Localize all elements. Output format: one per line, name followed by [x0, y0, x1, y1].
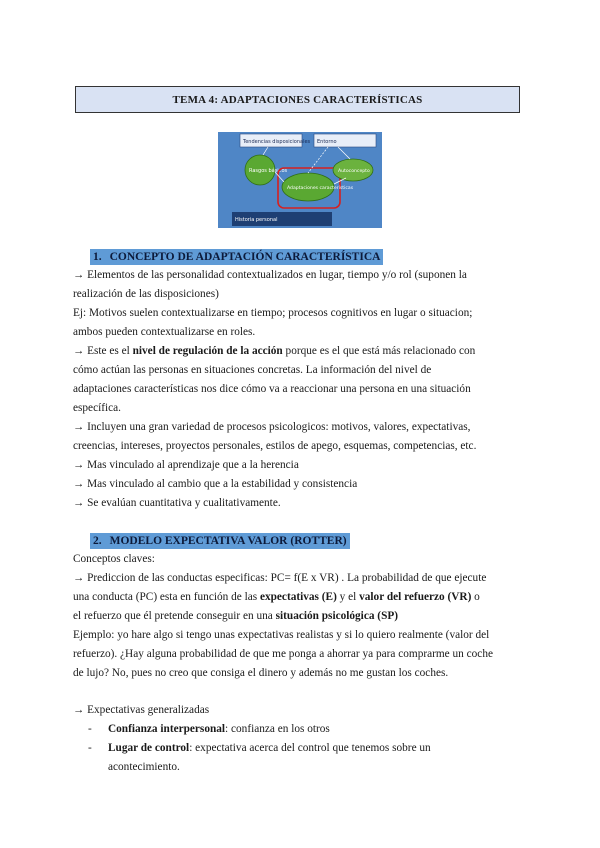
s2-line-5: Ejemplo: yo hare algo si tengo unas expectativas realistas y si lo quiero realmente (valor del	[73, 629, 490, 641]
box-top-right-label: Entorno	[317, 139, 337, 145]
s2-line-4	[73, 609, 398, 623]
model-diagram	[218, 132, 382, 228]
s2-line-2: → Prediccion de las conductas especificas: PC= f(E x VR) . La probabilidad de que ejecute	[73, 572, 487, 584]
s2-line-3-a: una conducta (PC) esta en función de las	[73, 591, 260, 603]
s1-line-5-a: → Este es el	[73, 345, 133, 357]
s1-line-6: cómo actúan las personas en situaciones concretas. La información del nivel de	[73, 364, 432, 376]
s1-line-1: → Elementos de las personalidad contextualizados en lugar, tiempo y/o rol (suponen la	[73, 269, 467, 281]
bullet-1	[88, 722, 330, 736]
section-2-number: 2.	[93, 535, 102, 547]
bullet-1-dash: -	[88, 723, 92, 735]
s1-line-10: creencias, intereses, proyectos personales, estilos de apego, esquemas, competencias, etc.	[73, 440, 477, 452]
s1-line-5	[73, 344, 475, 358]
s1-line-2: realización de las disposiciones)	[73, 288, 219, 300]
s1-line-12: → Mas vinculado al cambio que a la estabilidad y consistencia	[73, 478, 358, 490]
bullet-1-bold: Confianza interpersonal	[108, 723, 226, 735]
s2-line-3-e: o	[471, 591, 480, 603]
s2-line-1: Conceptos claves:	[73, 553, 155, 565]
s1-line-9: → Incluyen una gran variedad de procesos psicologicos: motivos, valores, expectativas,	[73, 421, 471, 433]
s2-line-6: refuerzo). ¿Hay alguna probabilidad de que me ponga a ahorrar ya para comprarme un coche	[73, 648, 493, 660]
right-oval-label: Autoconcepto	[338, 169, 370, 174]
bullet-2-continuation: acontecimiento.	[108, 761, 180, 773]
bullet-2-rest: : expectativa acerca del control que tenemos sobre un	[189, 742, 431, 754]
section-1-heading	[90, 249, 383, 265]
s1-line-5-bold: nivel de regulación de la acción	[132, 345, 283, 357]
left-circle-label: Rasgos básicos	[249, 168, 288, 174]
section-1-title: CONCEPTO DE ADAPTACIÓN CARACTERÍSTICA	[109, 251, 381, 263]
s2-line-8: → Expectativas generalizadas	[73, 704, 210, 716]
section-2-heading	[90, 533, 350, 549]
section-1-number: 1.	[93, 251, 102, 263]
box-top-left-label: Tendencias disposicionales	[243, 139, 311, 145]
bullet-2-bold: Lugar de control	[108, 742, 190, 754]
document-title: TEMA 4: ADAPTACIONES CARACTERÍSTICAS	[75, 86, 520, 113]
s1-line-7: adaptaciones características nos dice cómo va a reaccionar una persona en una situación	[73, 383, 471, 395]
s2-line-3-d: valor del refuerzo (VR)	[359, 591, 472, 603]
section-2-title: MODELO EXPECTATIVA VALOR (ROTTER)	[109, 535, 347, 547]
s2-line-3	[73, 590, 480, 604]
center-oval-label: Adaptaciones características	[287, 186, 354, 191]
bullet-2-dash: -	[88, 742, 92, 754]
s2-line-4-b: situación psicológica (SP)	[275, 610, 399, 622]
bottom-box-label: Historia personal	[235, 217, 278, 223]
s1-line-11: → Mas vinculado al aprendizaje que a la herencia	[73, 459, 299, 471]
s1-line-5-c: porque es el que está más relacionado con	[282, 345, 476, 357]
bullet-1-rest: : confianza en los otros	[225, 723, 330, 735]
s1-line-13: → Se evalúan cuantitativa y cualitativamente.	[73, 497, 281, 509]
s2-line-7: de lujo? No, pues no creo que consiga el dinero y además no me gustan los coches.	[73, 667, 449, 679]
personality-model-figure	[218, 132, 382, 228]
s1-line-3: Ej: Motivos suelen contextualizarse en tiempo; procesos cognitivos en lugar o situacion;	[73, 307, 473, 319]
bullet-2	[88, 741, 431, 755]
s1-line-8: específica.	[73, 402, 121, 414]
s2-line-4-a: el refuerzo que él pretende conseguir en una	[73, 610, 276, 622]
s1-line-4: ambos pueden contextualizarse en roles.	[73, 326, 256, 338]
s2-line-3-b: expectativas (E)	[259, 591, 337, 603]
s2-line-3-c: y el	[336, 591, 360, 603]
